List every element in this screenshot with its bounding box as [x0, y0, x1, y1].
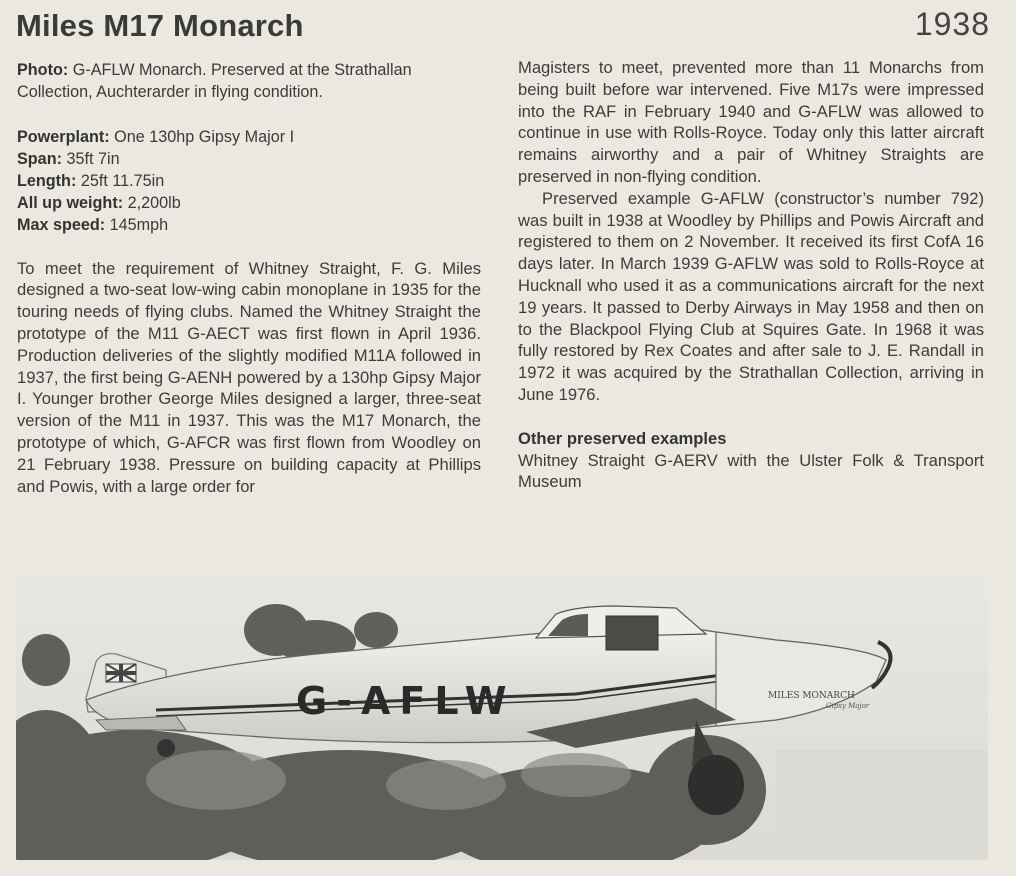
right-column [518, 57, 984, 493]
spec-label: Length: [17, 171, 77, 190]
body-paragraph-1-continued: Magisters to meet, prevented more than 11 Monarchs from being built before war intervened. Five M17s were impressed into the RAF in February 1940 and G-AFLW was allowed to continue in use with Rolls-Royce. Today only this latter aircraft remains airworthy and a pair of Whitney Straights are preserved in non-flying condition. [518, 58, 984, 186]
body-paragraph-2: Preserved example G-AFLW (constructor’s number 792) was built in 1938 at Woodley by Phillips and Powis Aircraft and registered to them on 2 November. It received its first CofA 16 days later. In March 1939 G-AFLW was sold to Rolls-Royce at Hucknall who used it as a communications aircraft for the next 19 years. It passed to Derby Airways in May 1958 and then on to the Blackpool Flying Club at Squires Gate. In 1968 it was fully restored by Rex Coates and after sale to J. E. Randall in 1972 it was acquired by the Strathallan Collection, arriving in June 1976. [518, 188, 984, 404]
spec-label: Max speed: [17, 215, 106, 234]
spec-weight [17, 192, 481, 214]
spec-value: One 130hp Gipsy Major I [109, 127, 295, 146]
spec-label: All up weight: [17, 193, 124, 212]
photo-caption-text: G-AFLW Monarch. Preserved at the Strathallan Collection, Auchterarder in flying condition. [17, 61, 412, 101]
other-examples-text: Whitney Straight G-AERV with the Ulster Folk & Transport Museum [518, 450, 984, 492]
spec-span [17, 148, 481, 170]
flag-icon [106, 664, 136, 682]
page-title: Miles M17 Monarch [16, 8, 304, 43]
spec-value: 25ft 11.75in [76, 171, 165, 190]
year-label: 1938 [914, 6, 990, 42]
nose-titling-sub: Gipsy Major [826, 702, 870, 710]
body-paragraph-1: To meet the requirement of Whitney Straight, F. G. Miles designed a two-seat low-wing cabin monoplane in 1935 for the touring needs of flying clubs. Named the Whitney Straight the prototype of the M11 G-AECT was first flown in April 1936. Production deliveries of the slightly modified M11A followed in 1937, the first being G-AENH powered by a 130hp Gipsy Major I. Younger brother George Miles designed a larger, three-seat version of the M11 in 1937. This was the M17 Monarch, the prototype of which, G-AFCR was first flown from Woodley on 21 February 1938. Pressure on building capacity at Phillips and Powis, with a large order for [17, 258, 481, 496]
spec-value: 35ft 7in [61, 149, 120, 168]
spec-powerplant [17, 126, 481, 148]
aircraft-registration: G-AFLW [296, 679, 516, 723]
other-examples-heading: Other preserved examples [518, 428, 727, 448]
aircraft-photo-drawing [16, 570, 988, 860]
nose-titling: MILES MONARCH [768, 691, 855, 701]
left-column [17, 60, 481, 497]
spec-label: Span: [17, 149, 62, 168]
spec-max-speed [17, 214, 481, 236]
spec-value: 145mph [105, 215, 169, 234]
specifications-list [17, 126, 481, 236]
photo-caption-label: Photo: [17, 61, 69, 79]
spec-value: 2,200lb [123, 193, 181, 212]
photo-caption [17, 60, 481, 104]
spec-length [17, 170, 481, 192]
spec-label: Powerplant: [17, 127, 110, 146]
aircraft-photo [16, 570, 988, 860]
